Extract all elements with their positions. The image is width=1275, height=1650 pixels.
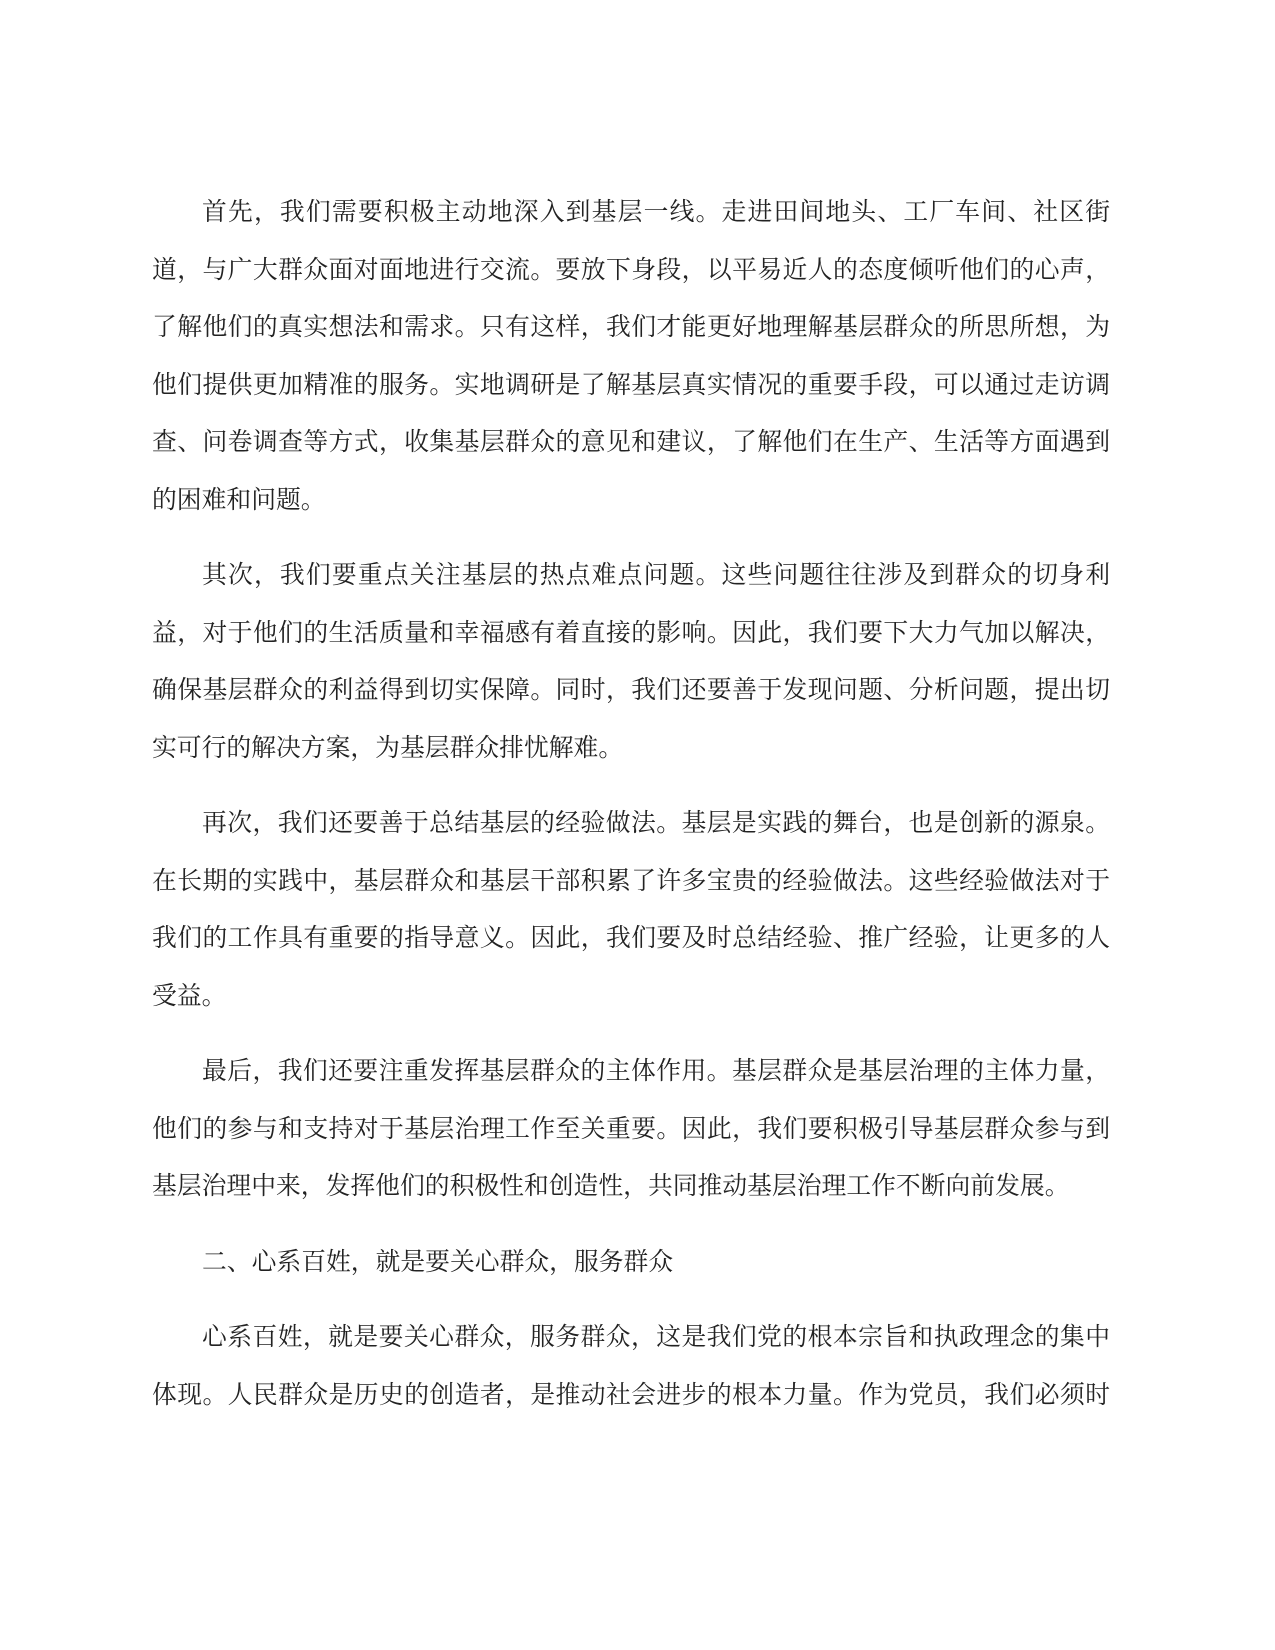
paragraph-5 <box>152 1308 1110 1423</box>
paragraph-spacer <box>152 528 1110 546</box>
paragraph-line: 的困难和问题。 <box>152 484 326 514</box>
document-body <box>152 183 1110 1423</box>
paragraph-2 <box>152 546 1110 776</box>
paragraph-line: 其次，我们要重点关注基层的热点难点问题。这些问题往往涉及到群众的切身利 <box>202 560 1110 589</box>
paragraph-line: 道，与广大群众面对面地进行交流。要放下身段，以平易近人的态度倾听他们的心声， <box>152 254 1110 284</box>
paragraph-spacer <box>152 1024 1110 1042</box>
paragraph-line: 了解他们的真实想法和需求。只有这样，我们才能更好地理解基层群众的所思所想，为 <box>152 312 1110 341</box>
paragraph-line: 心系百姓，就是要关心群众，服务群众，这是我们党的根本宗旨和执政理念的集中 <box>202 1322 1110 1351</box>
paragraph-line: 我们的工作具有重要的指导意义。因此，我们要及时总结经验、推广经验，让更多的人 <box>152 923 1110 952</box>
paragraph-3 <box>152 794 1110 1024</box>
paragraph-4 <box>152 1042 1110 1215</box>
paragraph-line: 在长期的实践中，基层群众和基层干部积累了许多宝贵的经验做法。这些经验做法对于 <box>152 865 1110 895</box>
paragraph-spacer <box>152 1290 1110 1308</box>
paragraph-line: 他们提供更加精准的服务。实地调研是了解基层真实情况的重要手段，可以通过走访调 <box>152 369 1110 399</box>
paragraph-line: 再次，我们还要善于总结基层的经验做法。基层是实践的舞台，也是创新的源泉。 <box>202 808 1110 837</box>
paragraph-line: 体现。人民群众是历史的创造者，是推动社会进步的根本力量。作为党员，我们必须时 <box>152 1379 1110 1409</box>
paragraph-line: 确保基层群众的利益得到切实保障。同时，我们还要善于发现问题、分析问题，提出切 <box>152 675 1110 704</box>
paragraph-spacer <box>152 776 1110 794</box>
paragraph-line: 查、问卷调查等方式，收集基层群众的意见和建议，了解他们在生产、生活等方面遇到 <box>152 427 1110 456</box>
paragraph-line: 基层治理中来，发挥他们的积极性和创造性，共同推动基层治理工作不断向前发展。 <box>152 1171 1070 1200</box>
paragraph-line: 最后，我们还要注重发挥基层群众的主体作用。基层群众是基层治理的主体力量， <box>202 1056 1110 1085</box>
paragraph-spacer <box>152 1215 1110 1233</box>
section-heading-text: 二、心系百姓，就是要关心群众，服务群众 <box>202 1246 674 1276</box>
paragraph-line: 首先，我们需要积极主动地深入到基层一线。走进田间地头、工厂车间、社区街 <box>202 197 1110 226</box>
paragraph-line: 实可行的解决方案，为基层群众排忧解难。 <box>152 732 624 762</box>
paragraph-line: 益，对于他们的生活质量和幸福感有着直接的影响。因此，我们要下大力气加以解决， <box>152 617 1110 647</box>
section-heading <box>152 1233 1110 1291</box>
paragraph-line: 受益。 <box>152 980 227 1010</box>
paragraph-1 <box>152 183 1110 528</box>
paragraph-line: 他们的参与和支持对于基层治理工作至关重要。因此，我们要积极引导基层群众参与到 <box>152 1113 1110 1143</box>
